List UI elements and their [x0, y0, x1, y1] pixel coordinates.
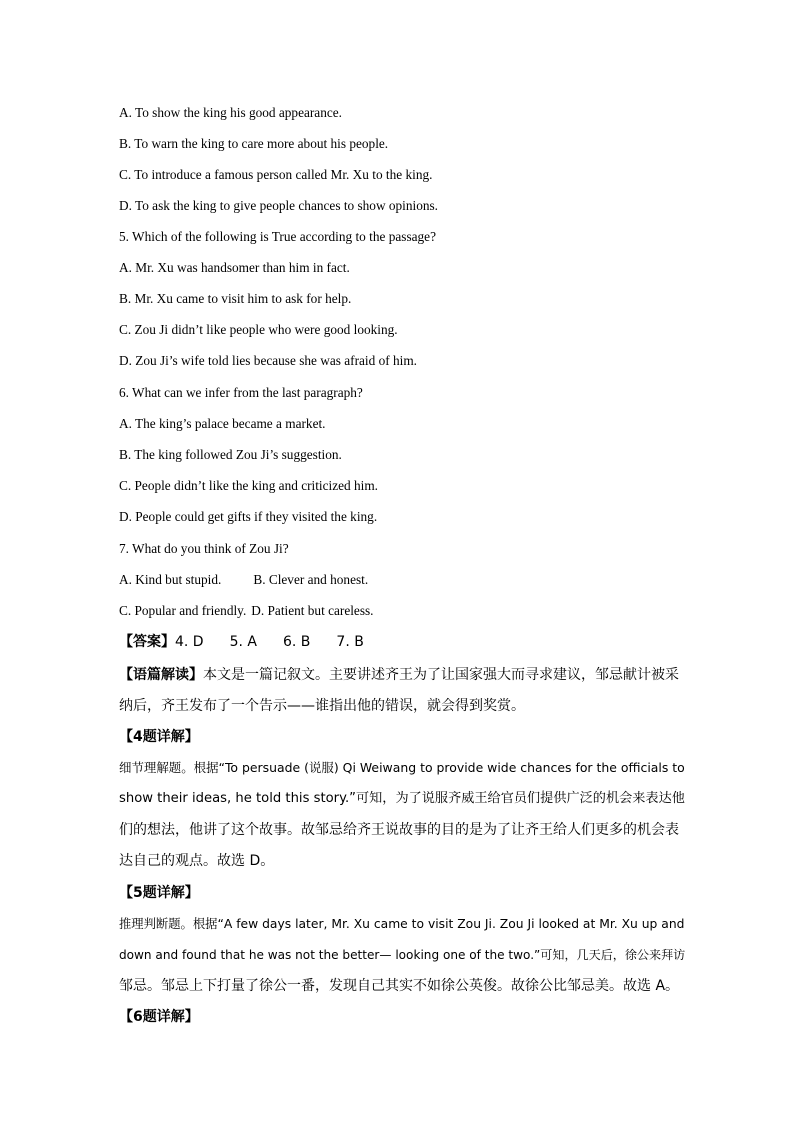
option-4a: A. To show the king his good appearance. [119, 105, 342, 120]
section-heading-5: 【5题详解】 [119, 885, 199, 901]
option-4d: D. To ask the king to give people chances to show opinions. [119, 198, 439, 213]
detail4-line-2: show their ideas, he told this story.”可知，为了说服齐威王给官员们提供广泛的机会来表达他 [119, 791, 685, 806]
question-5: 5. Which of the following is True according to the passage? [119, 229, 436, 244]
option-5a: A. Mr. Xu was handsomer than him in fact. [119, 260, 350, 275]
detail4-line-1: 细节理解题。根据“To persuade (说服) Qi Weiwang to provide wide chances for the officials to [119, 760, 685, 775]
option-5d: D. Zou Ji’s wife told lies because she was afraid of him. [119, 353, 417, 368]
detail5-line-1: 推理判断题。根据“A few days later, Mr. Xu came to visit Zou Ji. Zou Ji looked at Mr. Xu up and [119, 917, 685, 931]
option-4b: B. To warn the king to care more about his people. [119, 136, 389, 151]
reading-intro-label: 【语篇解读】 [119, 667, 203, 683]
option-6d: D. People could get gifts if they visited the king. [119, 509, 378, 524]
detail4-line-4: 达自己的观点。故选 D。 [119, 853, 275, 869]
question-6: 6. What can we infer from the last paragraph? [119, 385, 363, 400]
detail4-line-3: 们的想法，他讲了这个故事。故邹忌给齐王说故事的目的是为了让齐王给人们更多的机会表 [119, 822, 679, 838]
option-7d: D. Patient but careless. [251, 603, 374, 618]
answer-7: 7. B [336, 634, 364, 650]
option-5c: C. Zou Ji didn’t like people who were good looking. [119, 322, 398, 337]
option-4c: C. To introduce a famous person called Mr. Xu to the king. [119, 167, 433, 182]
detail5-line-2: down and found that he was not the better— looking one of the two.”可知，几天后，徐公来拜访 [119, 948, 686, 962]
option-row-7ab [119, 570, 679, 590]
option-7c: C. Popular and friendly. [119, 603, 247, 618]
detail5-line-3: 邹忌。邹忌上下打量了徐公一番，发现自己其实不如徐公英俊。故徐公比邹忌美。故选 A。 [119, 978, 680, 994]
option-7a: A. Kind but stupid. [119, 572, 222, 587]
option-6a: A. The king’s palace became a market. [119, 416, 326, 431]
option-row-7cd [119, 601, 679, 621]
reading-intro-line-2: 纳后，齐王发布了一个告示——谁指出他的错误，就会得到奖赏。 [119, 698, 525, 714]
option-7b: B. Clever and honest. [253, 572, 369, 587]
answer-label: 【答案】 [119, 634, 175, 650]
answer-5: 5. A [229, 634, 257, 650]
option-5b: B. Mr. Xu came to visit him to ask for help. [119, 291, 352, 306]
answer-6: 6. B [282, 634, 311, 650]
reading-intro-line-1: 【语篇解读】本文是一篇记叙文。主要讲述齐王为了让国家强大而寻求建议，邹忌献计被采 [119, 667, 679, 683]
option-6c: C. People didn’t like the king and criticized him. [119, 478, 378, 493]
question-7: 7. What do you think of Zou Ji? [119, 541, 289, 556]
section-heading-4: 【4题详解】 [119, 729, 199, 745]
answer-4: 4. D [175, 634, 204, 650]
answer-line [119, 631, 679, 653]
option-6b: B. The king followed Zou Ji’s suggestion. [119, 447, 342, 462]
section-heading-6: 【6题详解】 [119, 1009, 199, 1025]
